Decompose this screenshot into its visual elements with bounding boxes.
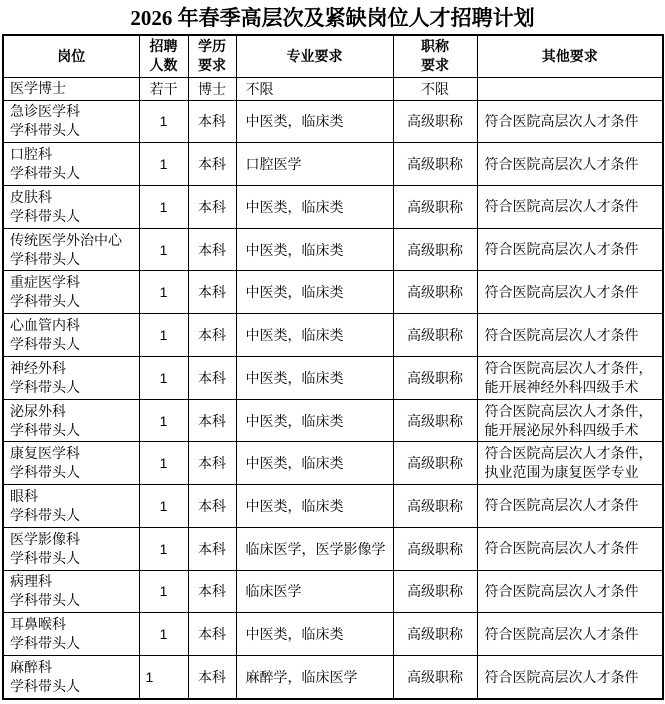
cell-line: 符合医院高层次人才条件 <box>484 155 639 172</box>
education-cell: 本科 <box>188 399 236 442</box>
cell-line: 学科带头人 <box>10 207 80 224</box>
table-row <box>3 527 663 570</box>
title-req-cell: 高级职称 <box>393 271 477 314</box>
title-req-cell: 高级职称 <box>393 185 477 228</box>
major-cell: 中医类，临床类 <box>236 613 393 656</box>
cell-line: 学科带头人 <box>10 250 80 267</box>
education-cell: 本科 <box>188 570 236 613</box>
cell-line: 麻醉科 <box>10 659 52 676</box>
cell-line: 学科带头人 <box>10 378 80 395</box>
position-cell <box>3 77 139 100</box>
header-line: 招聘 <box>149 38 178 55</box>
major-cell: 中医类，临床类 <box>236 356 393 399</box>
cell-line: 符合医院高层次人才条件 <box>484 625 639 642</box>
cell-line: 符合医院高层次人才条件， <box>484 445 653 462</box>
position-cell <box>3 656 139 699</box>
cell-line: 医学博士 <box>10 80 66 96</box>
title-req-cell: 高级职称 <box>393 100 477 143</box>
header-line: 要求 <box>421 57 449 74</box>
table-row <box>3 314 663 357</box>
title-req-cell: 高级职称 <box>393 527 477 570</box>
major-cell: 中医类，临床类 <box>236 228 393 271</box>
count-cell: 1 <box>139 314 188 357</box>
cell-line: 学科带头人 <box>10 678 80 695</box>
position-cell <box>3 228 139 271</box>
title-req-cell: 高级职称 <box>393 314 477 357</box>
major-cell: 临床医学，医学影像学 <box>236 527 393 570</box>
title-req-cell: 高级职称 <box>393 442 477 485</box>
count-cell: 1 <box>139 527 188 570</box>
cell-line: 学科带头人 <box>10 336 80 353</box>
major-cell: 麻醉学，临床医学 <box>236 656 393 699</box>
cell-line: 符合医院高层次人才条件 <box>484 198 639 215</box>
col-header-major <box>236 35 393 77</box>
cell-line: 学科带头人 <box>10 464 80 481</box>
table-row <box>3 100 663 143</box>
table-row <box>3 399 663 442</box>
other-cell <box>477 656 663 699</box>
position-cell <box>3 442 139 485</box>
other-cell <box>477 143 663 186</box>
cell-line: 学科带头人 <box>10 165 80 182</box>
table-row <box>3 228 663 271</box>
header-line: 岗位 <box>57 47 86 64</box>
cell-line: 学科带头人 <box>10 635 80 652</box>
education-cell: 本科 <box>188 100 236 143</box>
title-req-cell: 高级职称 <box>393 485 477 528</box>
header-line: 专业要求 <box>286 47 343 64</box>
recruitment-table <box>2 34 664 700</box>
cell-line: 符合医院高层次人才条件 <box>484 283 639 300</box>
cell-line: 泌尿外科 <box>10 402 66 419</box>
cell-line: 学科带头人 <box>10 122 80 139</box>
table-row <box>3 143 663 186</box>
table-row <box>3 656 663 699</box>
education-cell: 本科 <box>188 527 236 570</box>
cell-line: 符合医院高层次人才条件 <box>484 668 639 685</box>
other-cell <box>477 77 663 100</box>
col-header-count <box>139 35 188 77</box>
table-row <box>3 356 663 399</box>
major-cell: 口腔医学 <box>236 143 393 186</box>
major-cell: 中医类，临床类 <box>236 271 393 314</box>
header-line: 其他要求 <box>541 47 598 64</box>
cell-line: 能开展泌尿外科四级手术 <box>484 421 639 438</box>
education-cell: 本科 <box>188 442 236 485</box>
other-cell <box>477 570 663 613</box>
header-line: 职称 <box>421 38 449 55</box>
education-cell: 本科 <box>188 314 236 357</box>
page-title: 2026 年春季高层次及紧缺岗位人才招聘计划 <box>130 6 535 30</box>
title-req-cell: 不限 <box>393 77 477 100</box>
position-cell <box>3 527 139 570</box>
major-cell: 中医类，临床类 <box>236 100 393 143</box>
header-line: 要求 <box>198 57 226 74</box>
cell-line: 学科带头人 <box>10 421 80 438</box>
position-cell <box>3 485 139 528</box>
position-cell <box>3 271 139 314</box>
cell-line: 神经外科 <box>10 359 66 376</box>
table-row <box>3 485 663 528</box>
cell-line: 符合医院高层次人才条件， <box>484 359 653 376</box>
count-cell: 1 <box>139 271 188 314</box>
cell-line: 符合医院高层次人才条件 <box>484 540 639 557</box>
other-cell <box>477 485 663 528</box>
position-cell <box>3 143 139 186</box>
other-cell <box>477 100 663 143</box>
cell-line: 符合医院高层次人才条件， <box>484 402 653 419</box>
other-cell <box>477 356 663 399</box>
cell-line: 心血管内科 <box>10 317 80 334</box>
cell-line: 符合医院高层次人才条件 <box>484 326 639 343</box>
table-body <box>3 77 663 699</box>
education-cell: 本科 <box>188 271 236 314</box>
count-cell: 1 <box>139 570 188 613</box>
major-cell: 中医类，临床类 <box>236 442 393 485</box>
cell-line: 学科带头人 <box>10 549 80 566</box>
count-cell: 1 <box>139 613 188 656</box>
cell-line: 能开展神经外科四级手术 <box>484 378 639 395</box>
header-line: 学历 <box>198 38 226 55</box>
title-req-cell: 高级职称 <box>393 143 477 186</box>
title-req-cell: 高级职称 <box>393 356 477 399</box>
other-cell <box>477 228 663 271</box>
education-cell: 本科 <box>188 485 236 528</box>
other-cell <box>477 399 663 442</box>
count-cell: 1 <box>139 442 188 485</box>
table-row <box>3 77 663 100</box>
col-header-other <box>477 35 663 77</box>
header-row <box>3 35 663 77</box>
other-cell <box>477 613 663 656</box>
count-cell: 1 <box>139 399 188 442</box>
count-cell: 若干 <box>139 77 188 100</box>
major-cell: 临床医学 <box>236 570 393 613</box>
table-row <box>3 271 663 314</box>
position-cell <box>3 356 139 399</box>
cell-line: 符合医院高层次人才条件 <box>484 241 639 258</box>
cell-line: 皮肤科 <box>10 188 52 205</box>
major-cell: 中医类，临床类 <box>236 185 393 228</box>
cell-line: 病理科 <box>10 573 52 590</box>
major-cell: 中医类，临床类 <box>236 314 393 357</box>
position-cell <box>3 570 139 613</box>
education-cell: 本科 <box>188 656 236 699</box>
cell-line: 耳鼻喉科 <box>10 616 66 633</box>
other-cell <box>477 442 663 485</box>
cell-line: 医学影像科 <box>10 530 80 547</box>
count-cell: 1 <box>139 656 188 699</box>
position-cell <box>3 100 139 143</box>
col-header-position <box>3 35 139 77</box>
cell-line: 口腔科 <box>10 146 52 163</box>
cell-line: 学科带头人 <box>10 293 80 310</box>
cell-line: 眼科 <box>10 487 38 504</box>
education-cell: 本科 <box>188 356 236 399</box>
count-cell: 1 <box>139 143 188 186</box>
col-header-education <box>188 35 236 77</box>
count-cell: 1 <box>139 100 188 143</box>
cell-line: 符合医院高层次人才条件 <box>484 582 639 599</box>
major-cell: 不限 <box>236 77 393 100</box>
education-cell: 本科 <box>188 613 236 656</box>
education-cell: 博士 <box>188 77 236 100</box>
table-row <box>3 442 663 485</box>
position-cell <box>3 314 139 357</box>
education-cell: 本科 <box>188 228 236 271</box>
position-cell <box>3 613 139 656</box>
table-row <box>3 570 663 613</box>
cell-line: 学科带头人 <box>10 506 80 523</box>
count-cell: 1 <box>139 185 188 228</box>
title-req-cell: 高级职称 <box>393 656 477 699</box>
col-header-title-req <box>393 35 477 77</box>
header-line: 人数 <box>149 57 178 74</box>
title-req-cell: 高级职称 <box>393 570 477 613</box>
cell-line: 传统医学外治中心 <box>10 231 122 248</box>
title-req-cell: 高级职称 <box>393 613 477 656</box>
table-row <box>3 185 663 228</box>
major-cell: 中医类，临床类 <box>236 485 393 528</box>
position-cell <box>3 185 139 228</box>
cell-line: 康复医学科 <box>10 445 80 462</box>
cell-line: 急诊医学科 <box>10 103 80 120</box>
other-cell <box>477 314 663 357</box>
other-cell <box>477 185 663 228</box>
count-cell: 1 <box>139 228 188 271</box>
title-req-cell: 高级职称 <box>393 228 477 271</box>
major-cell: 中医类，临床类 <box>236 399 393 442</box>
cell-line: 符合医院高层次人才条件 <box>484 497 639 514</box>
cell-line: 符合医院高层次人才条件 <box>484 112 639 129</box>
other-cell <box>477 271 663 314</box>
title-req-cell: 高级职称 <box>393 399 477 442</box>
education-cell: 本科 <box>188 185 236 228</box>
other-cell <box>477 527 663 570</box>
count-cell: 1 <box>139 485 188 528</box>
count-cell: 1 <box>139 356 188 399</box>
position-cell <box>3 399 139 442</box>
cell-line: 执业范围为康复医学专业 <box>484 464 639 481</box>
cell-line: 重症医学科 <box>10 274 80 291</box>
table-row <box>3 613 663 656</box>
education-cell: 本科 <box>188 143 236 186</box>
cell-line: 学科带头人 <box>10 592 80 609</box>
